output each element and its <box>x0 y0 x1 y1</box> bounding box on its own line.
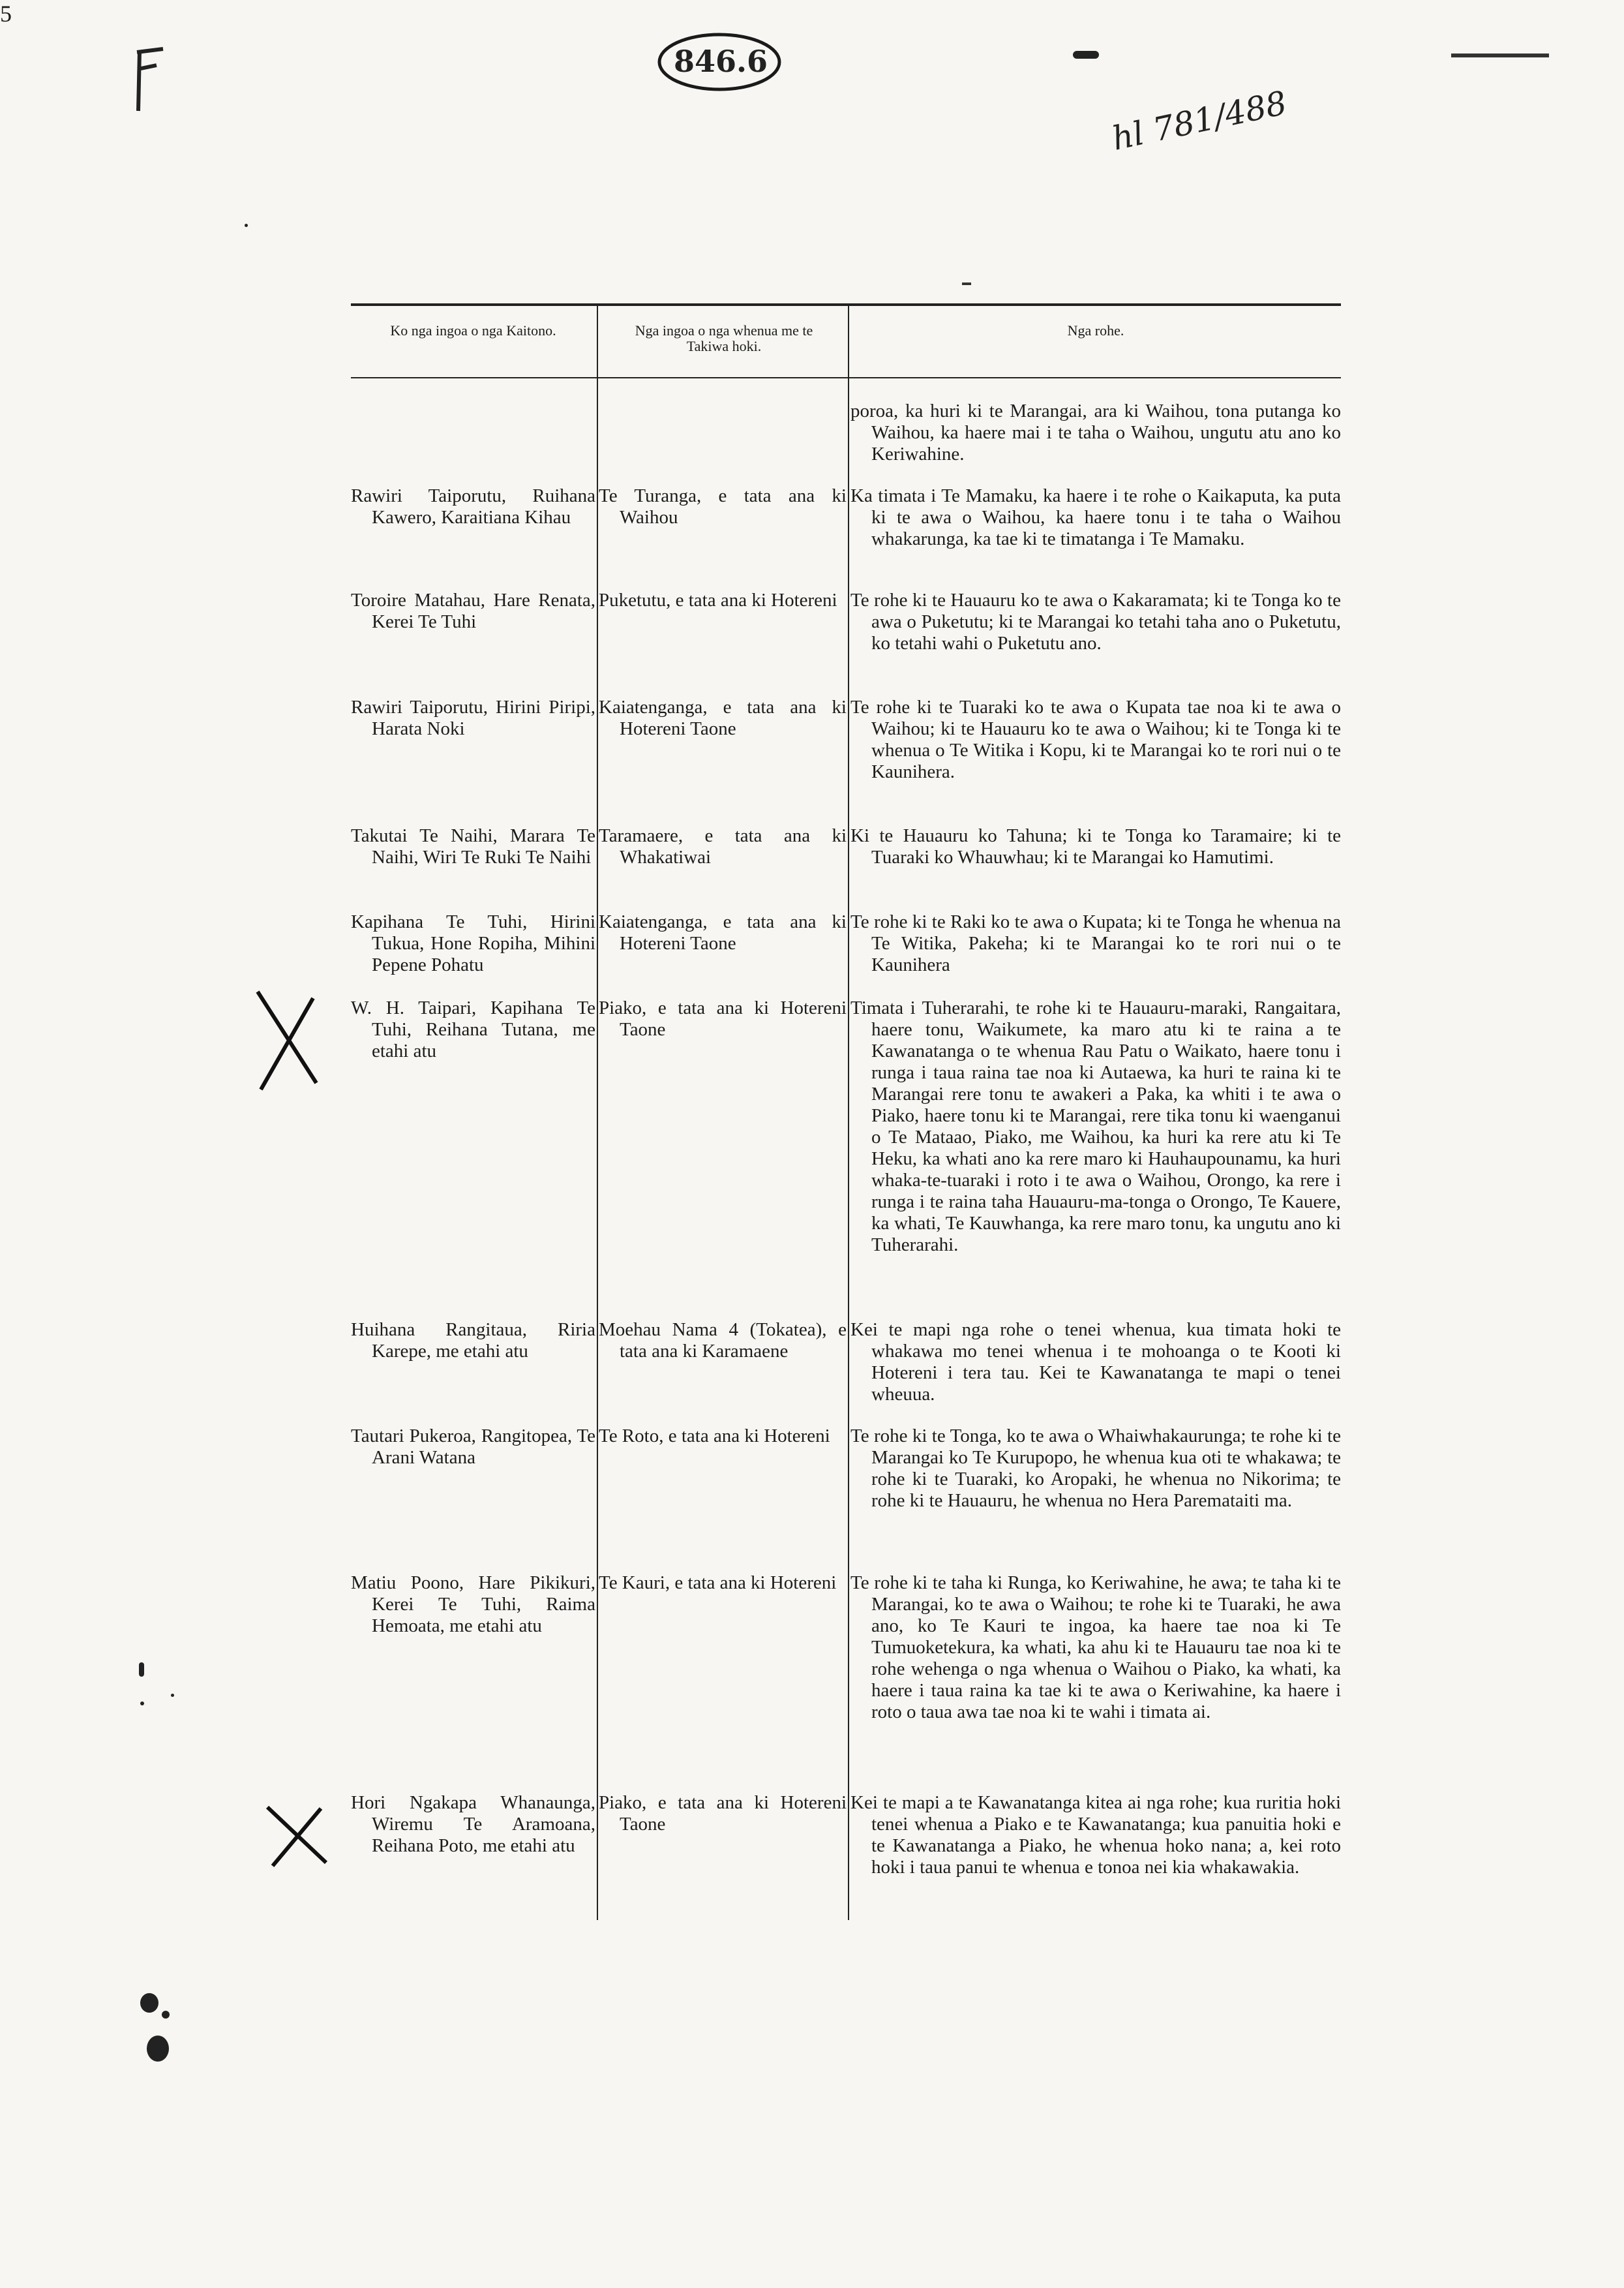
scan-speck <box>245 224 248 227</box>
continuation-text: poroa, ka huri ki te Marangai, ara ki Waihou, tona putanga ko Waihou, ka haere mai i te taha o Waihou, ungutu atu ano ko Keriwahine. <box>850 401 1341 465</box>
row-3-claimants: Rawiri Taiporutu, Hirini Piripi, Harata Noki <box>351 697 595 739</box>
row-4-boundaries: Ki te Hauauru ko Tahuna; ki te Tonga ko Taramaire; ki te Tuaraki ko Whauwhau; ki te Marangai ko Hamutimi. <box>850 825 1341 868</box>
column-divider-2 <box>848 305 849 1920</box>
scan-speck <box>139 1662 144 1677</box>
row-7-land: Moehau Nama 4 (Tokatea), e tata ana ki Karamaene <box>599 1319 847 1362</box>
row-2-claimants: Toroire Matahau, Hare Renata, Kerei Te Tuhi <box>351 590 595 632</box>
margin-cross-mark-1 <box>251 985 323 1099</box>
margin-cross-mark-2 <box>261 1801 333 1876</box>
scan-speck <box>140 1701 144 1705</box>
row-10-land: Piako, e tata ana ki Hotereni Taone <box>599 1792 847 1835</box>
table-header-rule <box>351 377 1341 378</box>
row-4-land: Taramaere, e tata ana ki Whakatiwai <box>599 825 847 868</box>
scan-speck <box>147 2036 169 2062</box>
row-2-boundaries: Te rohe ki te Hauauru ko te awa o Kakaramata; ki te Tonga ko te awa o Puketutu; ki te Marangai ko tetahi taha ano o Puketutu, ko tetahi wahi o Puketutu ano. <box>850 590 1341 654</box>
dash-mark <box>1073 51 1099 59</box>
header-boundaries: Nga rohe. <box>1067 322 1124 339</box>
row-5-claimants: Kapihana Te Tuhi, Hirini Tukua, Hone Ropiha, Mihini Pepene Pohatu <box>351 911 595 975</box>
page-number: 5 <box>0 1 12 27</box>
row-4-claimants: Takutai Te Naihi, Marara Te Naihi, Wiri Te Ruki Te Naihi <box>351 825 595 868</box>
header-claimants: Ko nga ingoa o nga Kaitono. <box>390 322 556 339</box>
row-7-boundaries: Kei te mapi nga rohe o tenei whenua, kua timata hoki te whakawa mo tenei whenua i te mohoanga o te Kooti ki Hotereni i tera tau. Kei te Kawanatanga te mapi o tenei wheuua. <box>850 1319 1341 1405</box>
scan-speck <box>140 1993 158 2013</box>
row-7-claimants: Huihana Rangitaua, Riria Karepe, me etahi atu <box>351 1319 595 1362</box>
row-2-land: Puketutu, e tata ana ki Hotereni <box>599 590 837 611</box>
row-1-boundaries: Ka timata i Te Mamaku, ka haere i te rohe o Kaikaputa, ka puta ki te awa o Waihou, ka haere tonu i te taha o Waihou whakarunga, ka tae ki te timatanga i Te Mamaku. <box>850 485 1341 549</box>
row-3-boundaries: Te rohe ki te Tuaraki ko te awa o Kupata tae noa ki te awa o Waihou; ki te Hauauru ko te awa o Waihou; ki te Tonga ki te whenua o Te Witika i Kopu, ki te Marangai ko te rori nui o te Kaunihera. <box>850 697 1341 782</box>
row-10-claimants: Hori Ngakapa Whanaunga, Wiremu Te Aramoana, Reihana Poto, me etahi atu <box>351 1792 595 1856</box>
row-9-claimants: Matiu Poono, Hare Pikikuri, Kerei Te Tuhi, Raima Hemoata, me etahi atu <box>351 1572 595 1636</box>
dash-mark-right <box>1451 53 1549 57</box>
row-5-boundaries: Te rohe ki te Raki ko te awa o Kupata; ki te Tonga he whenua na Te Witika, Pakeha; ki te Marangai ko te rori nui o te Kaunihera <box>850 911 1341 975</box>
row-10-boundaries: Kei te mapi a te Kawanatanga kitea ai nga rohe; kua ruritia hoki tenei whenua a Piako e te Kawanatanga; kua panuitia hoki e te Kawanatanga a Piako, he whenua hoko nana; a, kei roto hoki i taua panui te whenua e tonoa nei kia whakawakia. <box>850 1792 1341 1878</box>
column-divider-1 <box>597 305 598 1920</box>
reference-annotation: hl 781/488 <box>1109 84 1290 158</box>
row-6-land: Piako, e tata ana ki Hotereni Taone <box>599 998 847 1040</box>
row-6-boundaries: Timata i Tuherarahi, te rohe ki te Hauauru-maraki, Rangaitara, haere tonu, Waikumete, ka maro atu ki te raina a te Kawanatanga o te whenua Rau Patu o Waikato, haere tonu i runga i taua raina tae noa ki Autaewa, ka huri te raina ki te Marangai rere tonu te awakeri a Paka, ka whiti i te awa o Piako, haere tonu ki te Marangai, rere tika tonu ki waenganui o Te Mataao, Piako, me Waihou, ka huri ka rere atu ki Te Heku, ka whati ano ka rere maro ki Hauhaupounamu, ka huri whaka-te-tuaraki i roto i te awa o Waihou, Orongo, ka rere i runga i te raina taha Hauauru-ma-tonga o Orongo, Te Kauere, ka whati, Te Kauwhanga, ka rere maro tonu, ka ungutu ano ki Tuherarahi. <box>850 998 1341 1255</box>
row-8-boundaries: Te rohe ki te Tonga, ko te awa o Whaiwhakaurunga; te rohe ki te Marangai ko Te Kurupopo, he whenua kua oti te whakawa; te rohe ki te Tuaraki, ko Aropaki, he whenua no Nikorima; te rohe ki te Hauauru, he whenua no Hera Paremataiti ma. <box>850 1426 1341 1511</box>
corner-mark-left <box>130 46 166 117</box>
header-land: Nga ingoa o nga whenua me te Takiwa hoki. <box>635 322 813 354</box>
small-dash <box>962 282 971 285</box>
row-5-land: Kaiatenganga, e tata ana ki Hotereni Taone <box>599 911 847 954</box>
row-8-claimants: Tautari Pukeroa, Rangitopea, Te Arani Watana <box>351 1426 595 1468</box>
stamp-text: 846.6 <box>674 44 768 79</box>
row-8-land: Te Roto, e tata ana ki Hotereni <box>599 1426 830 1446</box>
row-1-claimants: Rawiri Taiporutu, Ruihana Kawero, Karaitiana Kihau <box>351 485 595 528</box>
table-top-rule <box>351 303 1341 306</box>
row-9-land: Te Kauri, e tata ana ki Hotereni <box>599 1572 837 1593</box>
scan-speck <box>171 1694 174 1697</box>
row-6-claimants: W. H. Taipari, Kapihana Te Tuhi, Reihana Tutana, me etahi atu <box>351 998 595 1061</box>
row-1-land: Te Turanga, e tata ana ki Waihou <box>599 485 847 528</box>
row-9-boundaries: Te rohe ki te taha ki Runga, ko Keriwahine, he awa; te taha ki te Marangai, ko te awa o Waihou; te rohe ki te Tuaraki, he awa ano, ko Te Kauri te ingoa, ka haere tae noa ki Te Tumuoketekura, ka whati, ka ahu ki te Hauauru tae noa ki te rohe wehenga o nga whenua o Waihou o Piako, ka whati, ka haere i taua raina ka tae ki te awa o Keriwahine, ka haere i roto o taua awa tae noa ki te wahi i timata ai. <box>850 1572 1341 1722</box>
scan-speck <box>162 2011 170 2019</box>
row-3-land: Kaiatenganga, e tata ana ki Hotereni Taone <box>599 697 847 739</box>
archive-stamp <box>654 29 785 95</box>
